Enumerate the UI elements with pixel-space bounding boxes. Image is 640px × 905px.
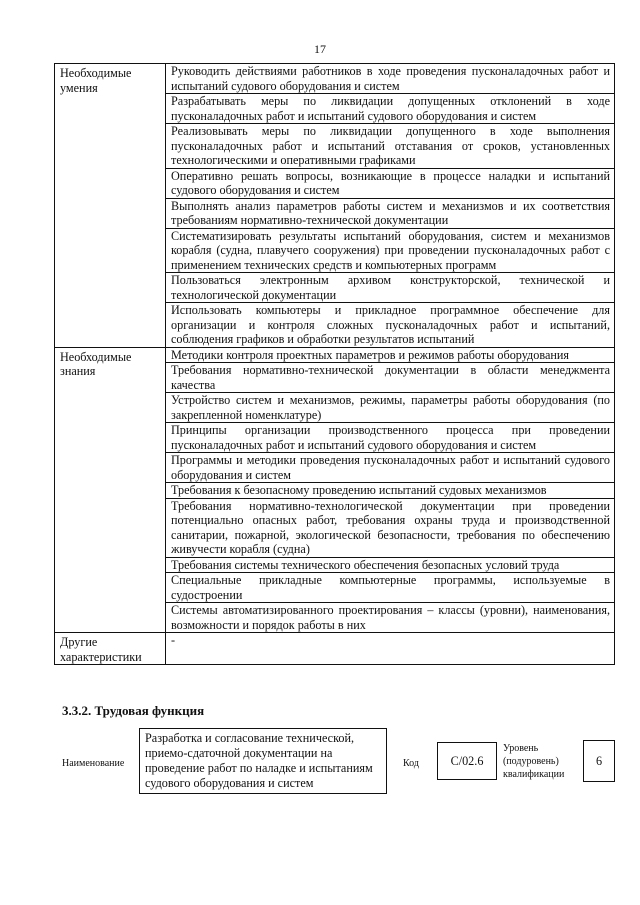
knowledge-item: Требования нормативно-технической документации в области менеджмента качества [166, 363, 615, 393]
knowledge-item: Требования нормативно-технологической документации при проведении потенциально опасных работ, требования охраны труда и производственной санитарии, пожарной, экологической безопасности, требования по обеспечению живучести корабля (судна) [166, 498, 615, 557]
name-label: Наименование [62, 758, 125, 769]
table-row [55, 347, 615, 363]
level-label-line: Уровень [503, 743, 539, 754]
knowledge-label-line: Необходимые [60, 349, 132, 364]
knowledge-item: Программы и методики проведения пусконаладочных работ и испытаний судового оборудования и систем [166, 453, 615, 483]
knowledge-item: Требования системы технического обеспечения безопасных условий труда [166, 557, 615, 573]
code-label: Код [403, 758, 419, 769]
skill-item: Руководить действиями работников в ходе проведения пусконаладочных работ и испытаний судового оборудования и систем [166, 64, 615, 94]
page-number: 17 [314, 42, 326, 56]
skills-label-line: Необходимые [60, 66, 132, 80]
level-box: 6 [583, 740, 615, 782]
knowledge-item: Специальные прикладные компьютерные программы, используемые в судостроении [166, 573, 615, 603]
other-value: - [166, 633, 615, 665]
level-label-line: (подуровень) [503, 756, 559, 767]
skill-item: Реализовывать меры по ликвидации допущенного в ходе выполнения пусконаладочных работ и испытаний отставания от сроков, установленных технологическими и оперативными графиками [166, 124, 615, 169]
section-heading: 3.3.2. Трудовая функция [62, 703, 205, 718]
skill-item: Разрабатывать меры по ликвидации допущенных отклонений в ходе пусконаладочных работ и испытаний судового оборудования и систем [166, 94, 615, 124]
knowledge-item: Требования к безопасному проведению испытаний судовых механизмов [166, 483, 615, 499]
skill-item: Использовать компьютеры и прикладное программное обеспечение для организации и контроля сложных пусконаладочных работ и испытаний, соблюдения графиков и обработки результатов испытаний [166, 303, 615, 348]
table-row [55, 64, 615, 94]
knowledge-label [55, 347, 166, 633]
level-label [503, 742, 575, 781]
level-label-line: квалификации [503, 769, 565, 780]
skill-item: Выполнять анализ параметров работы систем и механизмов и их соответствия требованиям нормативно-технической документации [166, 198, 615, 228]
knowledge-label-line: знания [60, 364, 96, 378]
code-box: C/02.6 [437, 742, 497, 780]
knowledge-item: Методики контроля проектных параметров и режимов работы оборудования [166, 347, 615, 363]
other-label-line: Другие [60, 635, 98, 649]
skills-label-line: умения [60, 80, 98, 95]
other-label-line: характеристики [60, 649, 142, 664]
knowledge-item: Устройство систем и механизмов, режимы, параметры работы оборудования (по закрепленной номенклатуре) [166, 393, 615, 423]
knowledge-item: Принципы организации производственного процесса при проведении пусконаладочных работ и испытаний судового оборудования и систем [166, 423, 615, 453]
skills-label [55, 64, 166, 348]
requirements-table [54, 63, 615, 665]
knowledge-item: Системы автоматизированного проектирования – классы (уровни), наименования, возможности и порядок работы в них [166, 603, 615, 633]
function-name-box: Разработка и согласование технической, приемо-сдаточной документации на проведение работ по наладке и испытаниям судового оборудования и систем [139, 728, 387, 794]
other-label [55, 633, 166, 665]
skill-item: Систематизировать результаты испытаний оборудования, систем и механизмов корабля (судна, плавучего сооружения) при проведении пусконаладочных работ с применением технических средств и компьютерных программ [166, 228, 615, 273]
skill-item: Пользоваться электронным архивом конструкторской, технической и технологической документации [166, 273, 615, 303]
skill-item: Оперативно решать вопросы, возникающие в процессе наладки и испытаний судового оборудования и систем [166, 168, 615, 198]
table-row [55, 633, 615, 665]
